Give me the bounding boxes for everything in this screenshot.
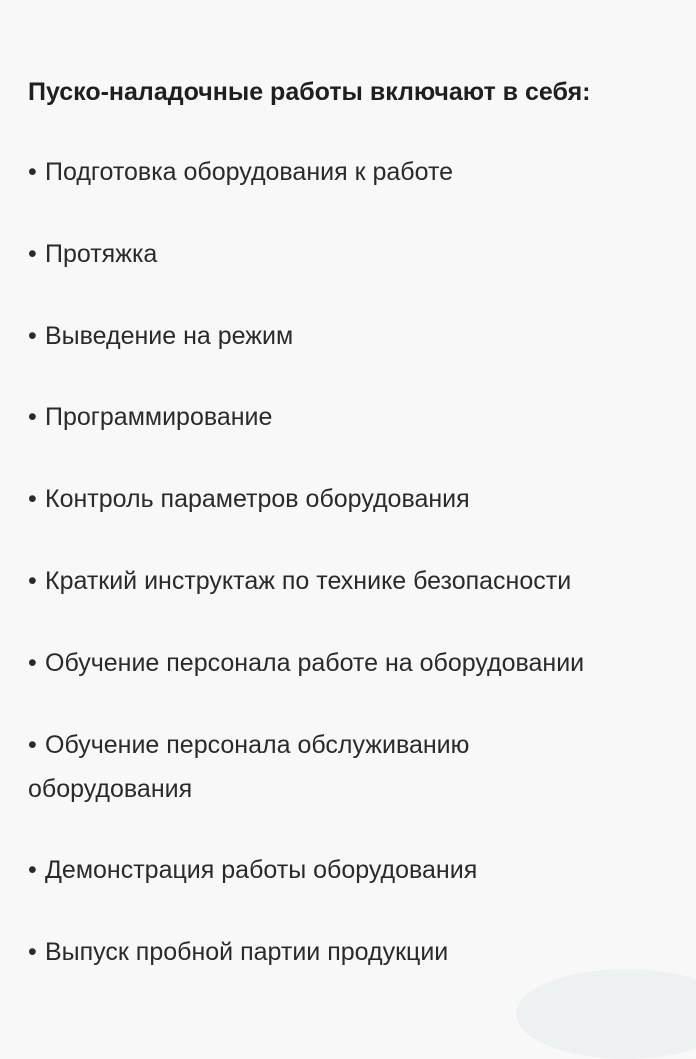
list-item (28, 477, 678, 521)
list-item (28, 723, 548, 811)
bullet-marker: • (28, 938, 37, 966)
bullet-marker: • (28, 649, 37, 677)
bullet-marker: • (28, 322, 37, 350)
bullet-marker: • (28, 158, 37, 186)
list-item-text: Обучение персонала обслуживанию оборудования (28, 731, 470, 803)
list-item (28, 641, 678, 685)
list-item (28, 848, 678, 892)
list-item-text: Выведение на режим (45, 322, 294, 350)
bullet-marker: • (28, 731, 37, 759)
list-item (28, 232, 678, 276)
list-item-text: Контроль параметров оборудования (45, 485, 470, 513)
list-item-text: Демонстрация работы оборудования (45, 856, 478, 884)
list-item (28, 930, 678, 974)
list-item-text: Краткий инструктаж по технике безопасности (45, 567, 572, 595)
list-item-text: Подготовка оборудования к работе (45, 158, 454, 186)
bullet-marker: • (28, 240, 37, 268)
page-title: Пуско-наладочные работы включают в себя: (28, 78, 591, 106)
bullet-marker: • (28, 485, 37, 513)
background-shape (516, 969, 696, 1059)
list-item-text: Обучение персонала работе на оборудовании (45, 649, 585, 677)
list-item-text: Программирование (45, 403, 273, 431)
list-item (28, 395, 678, 439)
bullet-marker: • (28, 567, 37, 595)
list-item (28, 314, 678, 358)
list-item (28, 150, 678, 194)
list-item (28, 559, 678, 603)
list-item-text: Выпуск пробной партии продукции (45, 938, 449, 966)
bullet-marker: • (28, 856, 37, 884)
list-item-text: Протяжка (45, 240, 158, 268)
bullet-marker: • (28, 403, 37, 431)
